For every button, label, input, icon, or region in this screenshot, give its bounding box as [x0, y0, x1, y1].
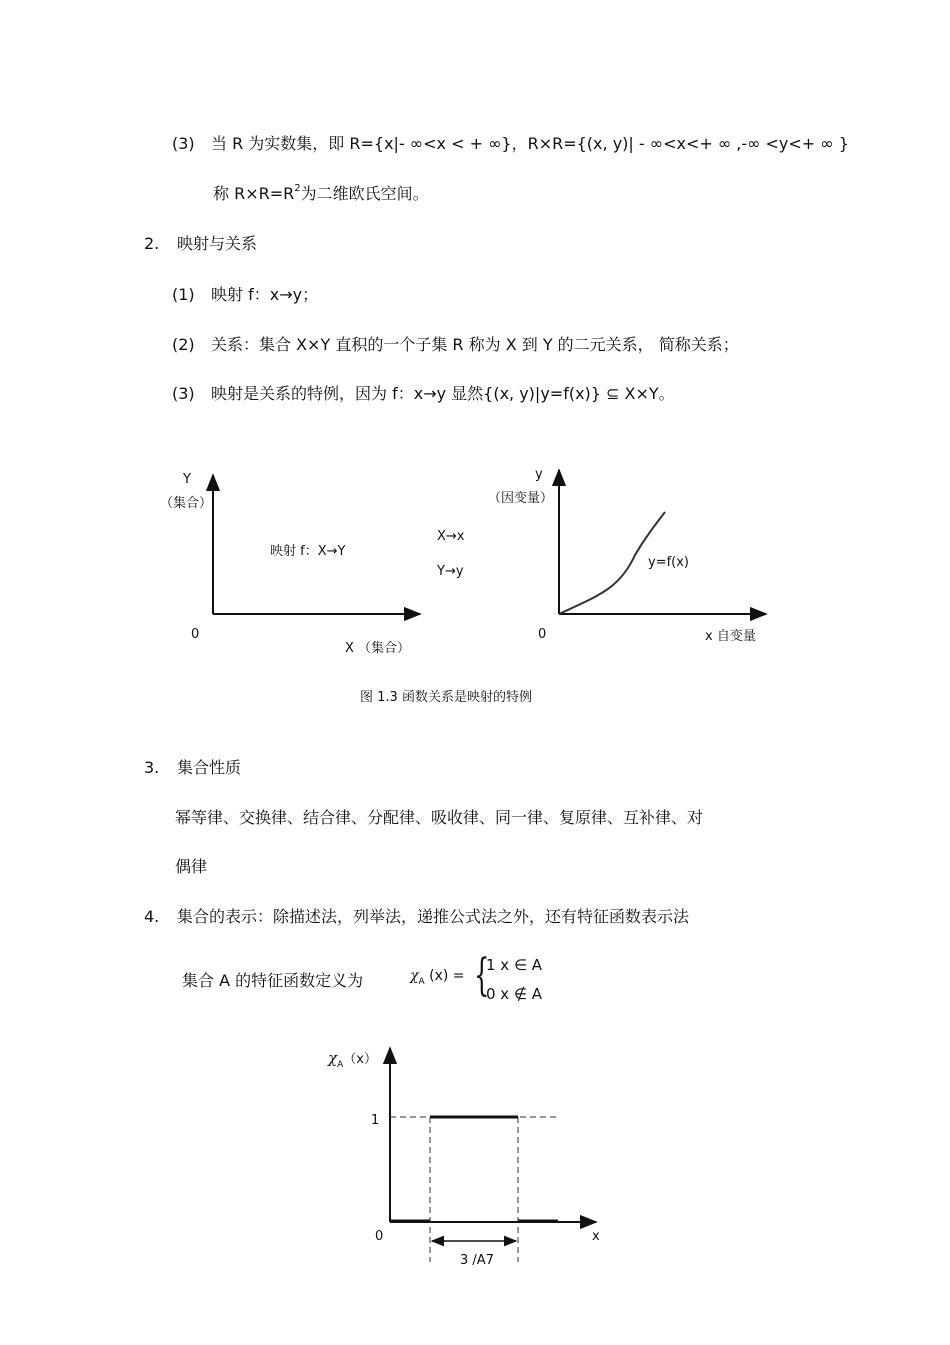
right-x-label: x 自变量: [705, 629, 756, 644]
case-in-a: 1 x ∈ A: [486, 956, 543, 974]
page-number: 3 /A7: [460, 1253, 494, 1268]
section-number: 3.: [144, 758, 160, 777]
left-origin: 0: [191, 627, 200, 642]
level-one-label: 1: [371, 1113, 380, 1128]
section-title: 集合的表示：除描述法，列举法，递推公式法之外，还有特征函数表示法: [177, 907, 690, 926]
section-title: 映射与关系: [177, 234, 258, 253]
euclidean-plane-line: 称 $R\times R=R^2$为二维欧氏空间。: [213, 183, 429, 203]
relation-item: 关系：集合 X×Y 直积的一个子集 R 称为 X 到 Y 的二元关系， 简称关系；: [211, 335, 739, 354]
section-title: 集合性质: [177, 758, 242, 777]
left-y-sublabel: （集合）: [160, 496, 213, 511]
right-y-sublabel: （因变量）: [488, 491, 554, 506]
indicator-y-label: $\chi_A(x)$: [328, 1049, 377, 1070]
item-number: (2): [172, 335, 195, 354]
section-number: 2.: [144, 234, 160, 253]
item-number: (1): [172, 285, 195, 304]
correspondence-x: X→x: [437, 529, 465, 544]
left-y-label: Y: [183, 472, 191, 487]
real-set-definition: 当 R 为实数集，即 R={x|- ∞<x < + ∞}，R×R={(x, y)| - ∞<x<+ ∞ ,-∞ <y<+ ∞ }: [211, 134, 849, 153]
case-not-in-a: 0 x ∉ A: [486, 985, 543, 1003]
definition-text: 集合 A 的特征函数定义为: [182, 971, 364, 990]
indicator-origin: 0: [375, 1229, 384, 1244]
left-brace: {: [474, 950, 490, 1001]
item-number: (3): [172, 384, 195, 403]
item-number: (3): [172, 134, 195, 153]
correspondence-y: Y→y: [437, 564, 464, 579]
right-y-label: y: [535, 467, 543, 482]
curve-label: y=f(x): [648, 555, 689, 570]
set-laws-line: 幂等律、交换律、结合律、分配律、吸收律、同一律、复原律、互补律、对: [175, 808, 704, 827]
left-x-label: X （集合）: [345, 641, 411, 656]
indicator-x-label: x: [592, 1229, 600, 1244]
special-case-item: 映射是关系的特例，因为 f：x→y 显然{(x, y)|y=f(x)} ⊆ X×Y。: [211, 384, 675, 403]
mapping-item: 映射 f：x→y；: [211, 285, 319, 304]
mapping-label: 映射 f：X→Y: [270, 544, 346, 559]
section-number: 4.: [144, 907, 160, 926]
right-origin: 0: [538, 627, 547, 642]
figure-caption: 图 1.3 函数关系是映射的特例: [360, 690, 532, 705]
set-laws-line: 偶律: [175, 857, 208, 876]
characteristic-function: $\chi_A$ (x) =: [410, 968, 465, 987]
